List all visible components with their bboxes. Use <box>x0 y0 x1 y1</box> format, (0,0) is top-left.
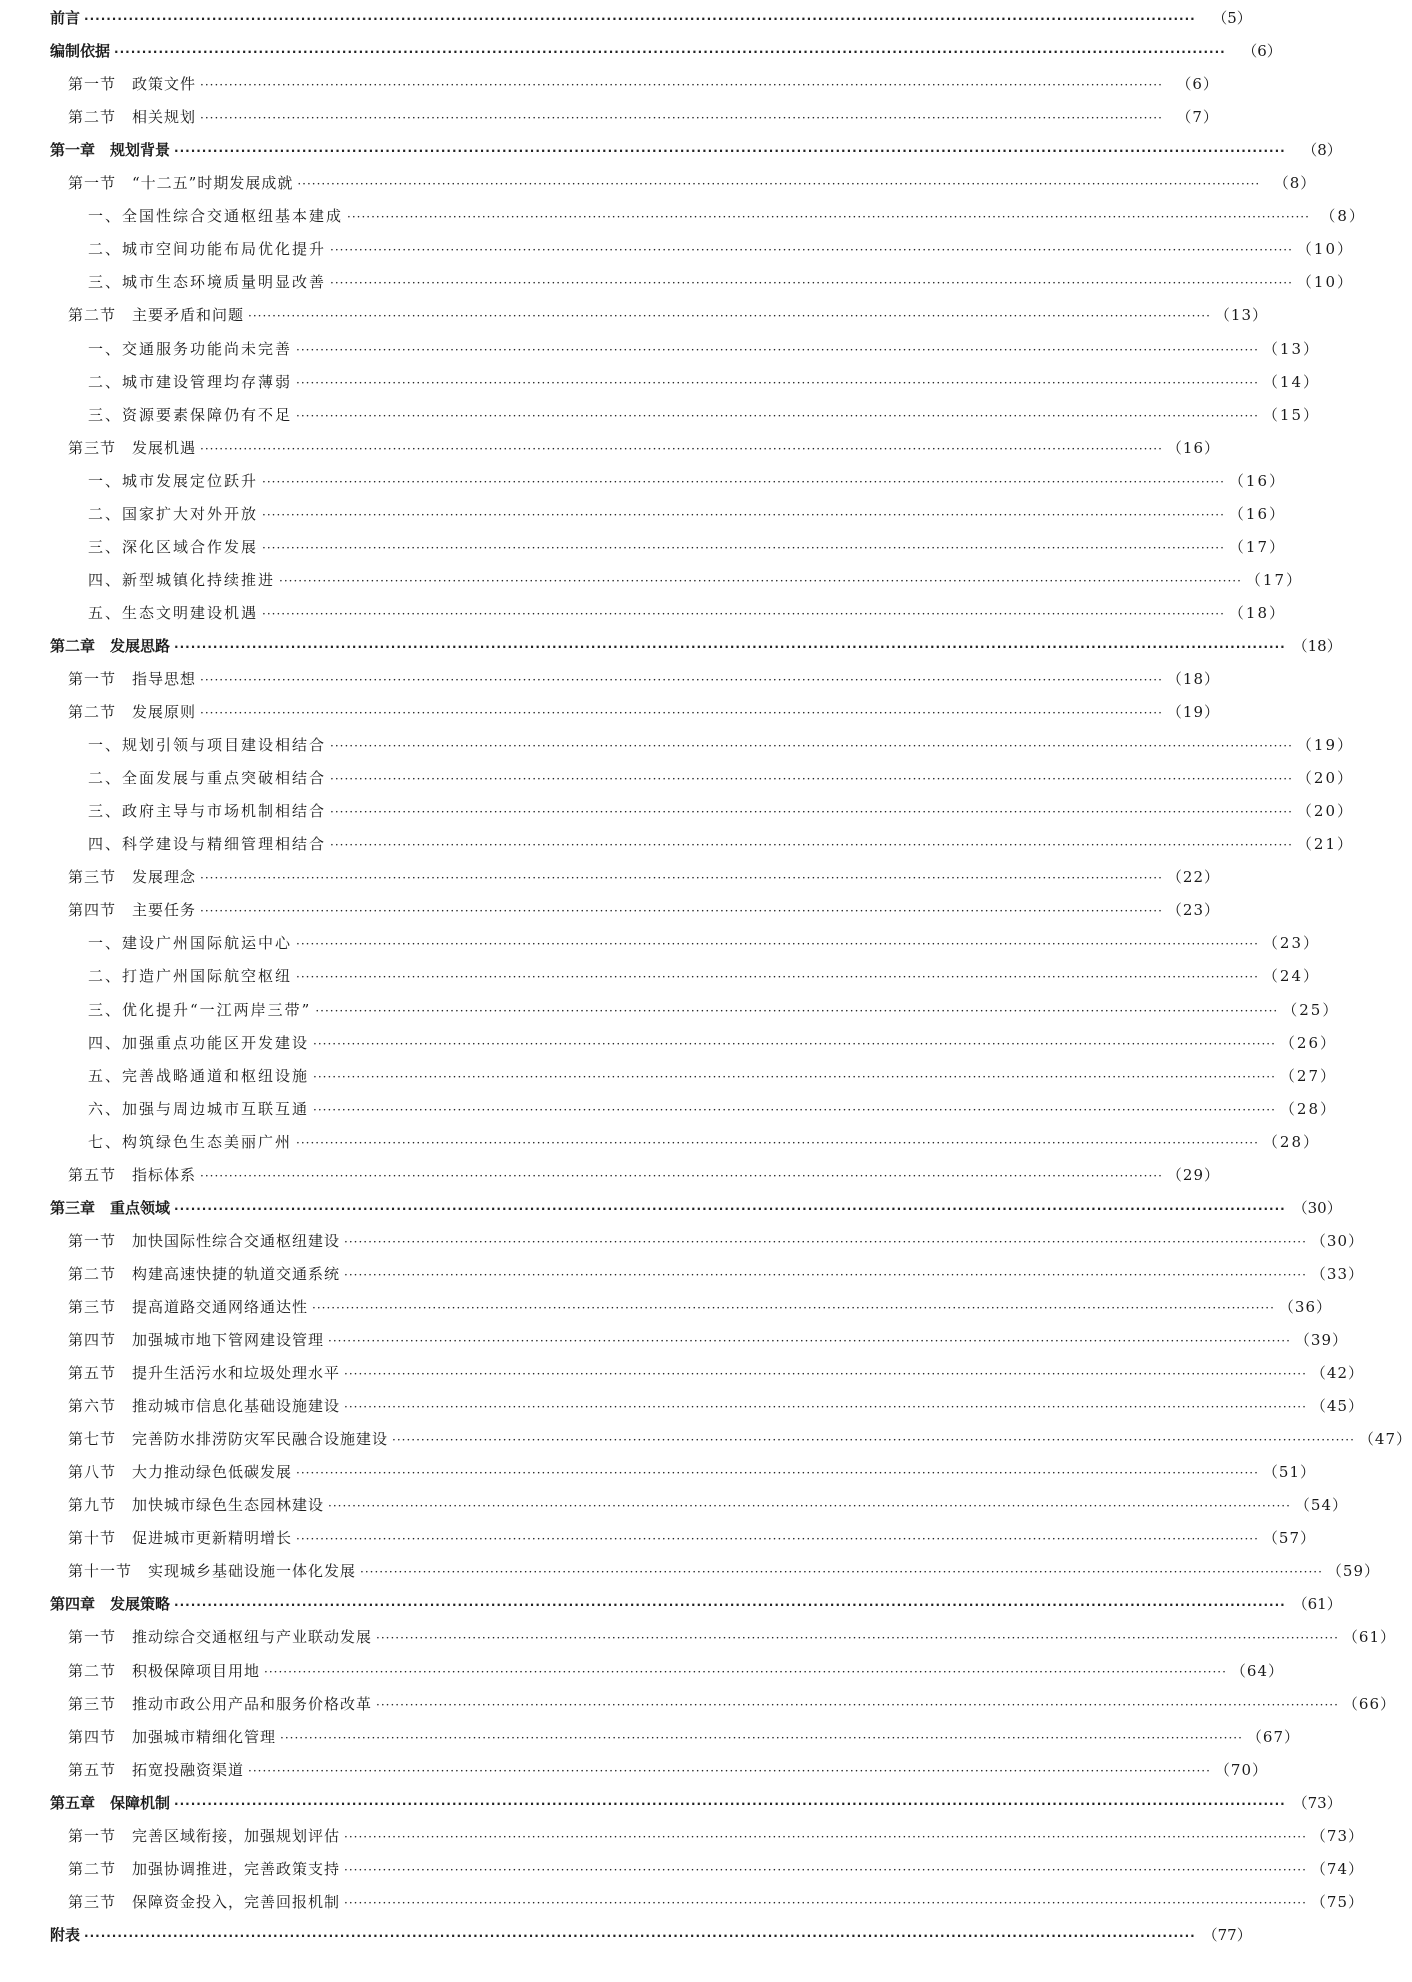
toc-entry-title: 第三节 推动市政公用产品和服务价格改革 <box>68 1694 373 1713</box>
toc-leader-dots: ········································································································································································································ <box>344 1400 1307 1415</box>
toc-page-number: （30） <box>1310 1231 1364 1250</box>
toc-entry-title: 第三章 重点领域 <box>50 1198 171 1217</box>
toc-page-number: （17） <box>1228 537 1286 556</box>
toc-leader-dots: ········································································································································································································ <box>330 805 1293 820</box>
toc-subsection-row[interactable] <box>88 272 1354 292</box>
toc-section-row[interactable] <box>68 1727 1300 1747</box>
toc-subsection-row[interactable] <box>88 372 1320 392</box>
toc-subsection-row[interactable] <box>88 1000 1340 1020</box>
toc-page-number: （7） <box>1176 108 1219 127</box>
toc-page-number: （27） <box>1279 1066 1337 1085</box>
toc-page-number: （10） <box>1296 273 1354 292</box>
toc-subsection-row[interactable] <box>88 768 1354 788</box>
toc-leader-dots: ········································································································································································································ <box>174 144 1286 159</box>
toc-section-row[interactable] <box>68 1561 1380 1581</box>
toc-section-row[interactable] <box>68 1429 1412 1449</box>
toc-section-row[interactable] <box>68 107 1219 127</box>
toc-entry-title: 附表 <box>50 1925 81 1944</box>
toc-page-number: （23） <box>1262 934 1320 953</box>
toc-entry-title: 三、资源要素保障仍有不足 <box>88 405 293 424</box>
toc-entry-title: 第五节 拓宽投融资渠道 <box>68 1760 245 1779</box>
toc-leader-dots: ········································································································································································································ <box>200 673 1163 687</box>
toc-section-row[interactable] <box>68 173 1317 193</box>
toc-page-number: （10） <box>1296 240 1354 259</box>
toc-entry-title: 三、优化提升“一江两岸三带” <box>88 1000 312 1019</box>
toc-chapter-row[interactable] <box>50 140 1342 160</box>
toc-leader-dots: ········································································································································································································ <box>344 1862 1307 1877</box>
toc-leader-dots: ········································································································································································································ <box>312 1300 1275 1315</box>
toc-page-number: （36） <box>1278 1297 1332 1316</box>
toc-leader-dots: ········································································································································································································ <box>328 1334 1291 1348</box>
toc-section-row[interactable] <box>68 1495 1348 1515</box>
toc-page-number: （20） <box>1296 769 1354 788</box>
toc-page-number: （28） <box>1279 1099 1337 1118</box>
toc-entry-title: 第四节 主要任务 <box>68 901 197 920</box>
toc-subsection-row[interactable] <box>88 239 1354 259</box>
toc-section-row[interactable] <box>68 1892 1364 1912</box>
toc-page-number: （14） <box>1262 372 1320 391</box>
toc-entry-title: 六、加强与周边城市互联互通 <box>88 1099 310 1118</box>
toc-leader-dots: ········································································································································································································ <box>200 706 1163 720</box>
toc-page-number: （5） <box>1212 9 1252 27</box>
toc-leader-dots: ········································································································································································································ <box>248 1763 1211 1778</box>
toc-page-number: （23） <box>1166 901 1220 920</box>
toc-page-number: （8） <box>1320 207 1366 226</box>
toc-page-number: （18） <box>1166 670 1220 688</box>
toc-entry-title: 前言 <box>50 9 81 27</box>
toc-subsection-row[interactable] <box>88 834 1354 854</box>
toc-subsection-row[interactable] <box>88 471 1286 491</box>
toc-page-number: （25） <box>1282 1000 1340 1019</box>
toc-page-number: （39） <box>1294 1331 1348 1349</box>
toc-leader-dots: ········································································································································································································ <box>328 1499 1291 1514</box>
toc-chapter-row[interactable] <box>50 636 1342 656</box>
toc-entry-title: 三、政府主导与市场机制相结合 <box>88 802 327 821</box>
toc-entry-title: 编制依据 <box>50 42 111 60</box>
toc-entry-title: 五、完善战略通道和枢纽设施 <box>88 1066 310 1085</box>
toc-entry-title: 第四章 发展策略 <box>50 1595 171 1614</box>
toc-section-row[interactable] <box>68 1297 1332 1317</box>
toc-leader-dots: ········································································································································································································ <box>280 1730 1243 1745</box>
toc-page-number: （73） <box>1310 1826 1364 1845</box>
toc-page-number: （13） <box>1262 339 1320 358</box>
toc-entry-title: 第三节 发展机遇 <box>68 438 197 457</box>
toc-page-number: （26） <box>1279 1033 1337 1052</box>
toc-entry-title: 第三节 保障资金投入，完善回报机制 <box>68 1892 341 1911</box>
toc-leader-dots: ········································································································································································································ <box>344 1367 1307 1381</box>
toc-leader-dots: ········································································································································································································ <box>200 1168 1163 1183</box>
toc-subsection-row[interactable] <box>88 206 1366 226</box>
toc-section-row[interactable] <box>68 1760 1268 1780</box>
toc-section-row[interactable] <box>68 669 1220 689</box>
toc-entry-title: 第二节 发展原则 <box>68 703 197 721</box>
toc-entry-title: 第三节 提高道路交通网络通达性 <box>68 1297 309 1316</box>
toc-page-number: （54） <box>1294 1496 1348 1515</box>
toc-page-number: （51） <box>1262 1463 1316 1482</box>
toc-entry-title: 第九节 加快城市绿色生态园林建设 <box>68 1496 325 1515</box>
toc-entry-title: 第五章 保障机制 <box>50 1793 171 1812</box>
toc-leader-dots: ········································································································································································································ <box>313 1036 1276 1051</box>
toc-page-number: （6） <box>1242 42 1282 60</box>
toc-page-number: （45） <box>1310 1397 1364 1416</box>
toc-page-number: （42） <box>1310 1364 1364 1382</box>
toc-chapter-row[interactable] <box>50 1793 1342 1813</box>
toc-subsection-row[interactable] <box>88 405 1320 425</box>
toc-page-number: （67） <box>1246 1727 1300 1746</box>
toc-section-row[interactable] <box>68 1363 1364 1383</box>
toc-leader-dots: ········································································································································································································ <box>279 573 1242 588</box>
toc-leader-dots: ········································································································································································································ <box>200 871 1163 886</box>
toc-leader-dots: ········································································································································································································ <box>174 1201 1286 1216</box>
toc-chapter-row[interactable] <box>50 1925 1252 1945</box>
toc-entry-title: 第六节 推动城市信息化基础设施建设 <box>68 1397 341 1416</box>
toc-entry-title: 二、城市空间功能布局优化提升 <box>88 240 327 259</box>
toc-page-number: （73） <box>1292 1793 1342 1812</box>
toc-leader-dots: ········································································································································································································ <box>200 78 1163 93</box>
toc-page-number: （16） <box>1228 471 1286 490</box>
toc-subsection-row[interactable] <box>88 933 1320 953</box>
toc-entry-title: 一、规划引领与项目建设相结合 <box>88 736 327 755</box>
toc-section-row[interactable] <box>68 1165 1220 1185</box>
toc-leader-dots: ········································································································································································································ <box>296 937 1259 952</box>
toc-leader-dots: ········································································································································································································ <box>84 1928 1196 1943</box>
toc-section-row[interactable] <box>68 305 1268 325</box>
toc-leader-dots: ········································································································································································································ <box>114 45 1226 59</box>
toc-entry-title: 第二节 积极保障项目用地 <box>68 1661 261 1680</box>
toc-leader-dots: ········································································································································································································ <box>296 1466 1259 1481</box>
toc-page-number: （22） <box>1166 868 1220 887</box>
toc-page-number: （21） <box>1296 835 1354 854</box>
toc-page-number: （19） <box>1166 703 1220 721</box>
toc-section-row[interactable] <box>68 1694 1396 1714</box>
toc-page-number: （74） <box>1310 1859 1364 1878</box>
toc-page-number: （8） <box>1273 174 1317 193</box>
toc-section-row[interactable] <box>68 1330 1348 1350</box>
toc-section-row[interactable] <box>68 1826 1364 1846</box>
toc-entry-title: 二、城市建设管理均存薄弱 <box>88 372 293 391</box>
toc-subsection-row[interactable] <box>88 1033 1337 1053</box>
toc-entry-title: 一、交通服务功能尚未完善 <box>88 339 293 358</box>
toc-chapter-row[interactable] <box>50 1198 1342 1218</box>
toc-page-number: （15） <box>1262 405 1320 424</box>
toc-leader-dots: ········································································································································································································ <box>200 904 1163 919</box>
toc-subsection-row[interactable] <box>88 603 1286 623</box>
toc-page-number: （6） <box>1176 75 1219 94</box>
toc-leader-dots: ········································································································································································································ <box>376 1697 1339 1712</box>
toc-entry-title: 三、深化区域合作发展 <box>88 537 259 556</box>
toc-subsection-row[interactable] <box>88 1099 1337 1119</box>
toc-chapter-row[interactable] <box>50 41 1282 61</box>
toc-section-row[interactable] <box>68 1528 1316 1548</box>
toc-page-number: （61） <box>1342 1628 1396 1647</box>
toc-page-number: （59） <box>1326 1562 1380 1581</box>
toc-chapter-row[interactable] <box>50 1594 1342 1614</box>
toc-page-number: （61） <box>1292 1595 1342 1614</box>
toc-section-row[interactable] <box>68 1231 1364 1251</box>
toc-page-number: （33） <box>1310 1264 1364 1283</box>
toc-page-number: （18） <box>1292 636 1342 655</box>
toc-entry-title: 第二节 相关规划 <box>68 108 197 127</box>
toc-page-number: （8） <box>1302 141 1342 160</box>
toc-subsection-row[interactable] <box>88 537 1286 557</box>
toc-section-row[interactable] <box>68 1462 1316 1482</box>
toc-leader-dots: ········································································································································································································ <box>330 243 1293 258</box>
toc-leader-dots: ········································································································································································································ <box>344 1234 1307 1249</box>
toc-page-number: （20） <box>1296 802 1354 821</box>
toc-leader-dots: ········································································································································································································ <box>84 12 1196 26</box>
toc-leader-dots: ········································································································································································································ <box>313 1102 1276 1117</box>
toc-page-number: （66） <box>1342 1694 1396 1713</box>
toc-page-number: （30） <box>1292 1198 1342 1217</box>
toc-page-number: （75） <box>1310 1892 1364 1911</box>
toc-leader-dots: ········································································································································································································ <box>262 540 1225 555</box>
toc-leader-dots: ········································································································································································································ <box>296 342 1259 357</box>
toc-entry-title: 一、建设广州国际航运中心 <box>88 934 293 953</box>
toc-page-number: （24） <box>1262 967 1320 986</box>
toc-leader-dots: ········································································································································································································ <box>296 375 1259 390</box>
toc-entry-title: 二、打造广州国际航空枢纽 <box>88 967 293 986</box>
toc-leader-dots: ········································································································································································································ <box>330 739 1293 754</box>
toc-entry-title: 二、全面发展与重点突破相结合 <box>88 769 327 788</box>
toc-entry-title: 第一章 规划背景 <box>50 141 171 160</box>
toc-leader-dots: ········································································································································································································ <box>264 1664 1227 1679</box>
toc-page-number: （16） <box>1228 504 1286 523</box>
toc-section-row[interactable] <box>68 1264 1364 1284</box>
toc-leader-dots: ········································································································································································································ <box>262 507 1225 522</box>
toc-leader-dots: ········································································································································································································ <box>330 838 1293 853</box>
toc-page-number: （29） <box>1166 1165 1220 1184</box>
toc-leader-dots: ········································································································································································································ <box>344 1895 1307 1910</box>
toc-subsection-row[interactable] <box>88 1066 1337 1086</box>
toc-section-row[interactable] <box>68 1661 1284 1681</box>
toc-subsection-row[interactable] <box>88 1132 1320 1152</box>
toc-subsection-row[interactable] <box>88 801 1354 821</box>
toc-page-number: （28） <box>1262 1132 1320 1151</box>
toc-subsection-row[interactable] <box>88 570 1303 590</box>
toc-entry-title: 第十节 促进城市更新精明增长 <box>68 1529 293 1548</box>
toc-entry-title: 第一节 “十二五”时期发展成就 <box>68 174 294 193</box>
toc-subsection-row[interactable] <box>88 504 1286 524</box>
toc-entry-title: 第十一节 实现城乡基础设施一体化发展 <box>68 1562 357 1581</box>
toc-leader-dots: ········································································································································································································ <box>297 177 1261 192</box>
toc-subsection-row[interactable] <box>88 735 1354 755</box>
toc-leader-dots: ········································································································································································································ <box>344 1267 1307 1282</box>
toc-leader-dots: ········································································································································································································ <box>262 474 1225 489</box>
toc-page-number: （47） <box>1358 1430 1412 1449</box>
toc-section-row[interactable] <box>68 867 1220 887</box>
toc-entry-title: 第五节 指标体系 <box>68 1165 197 1184</box>
toc-entry-title: 第二节 加强协调推进，完善政策支持 <box>68 1859 341 1878</box>
toc-subsection-row[interactable] <box>88 966 1320 986</box>
toc-leader-dots: ········································································································································································································ <box>347 210 1310 225</box>
toc-leader-dots: ········································································································································································································ <box>174 1598 1286 1613</box>
toc-page-number: （77） <box>1202 1925 1252 1944</box>
toc-entry-title: 第七节 完善防水排涝防灾军民融合设施建设 <box>68 1430 389 1449</box>
toc-entry-title: 三、城市生态环境质量明显改善 <box>88 273 327 292</box>
toc-leader-dots: ········································································································································································································ <box>296 1135 1259 1150</box>
toc-leader-dots: ········································································································································································································ <box>296 408 1259 423</box>
toc-entry-title: 五、生态文明建设机遇 <box>88 603 259 622</box>
toc-leader-dots: ········································································································································································································ <box>174 639 1286 654</box>
toc-entry-title: 第五节 提升生活污水和垃圾处理水平 <box>68 1364 341 1382</box>
toc-entry-title: 第一节 政策文件 <box>68 75 197 94</box>
toc-page-number: （70） <box>1214 1760 1268 1779</box>
toc-entry-title: 七、构筑绿色生态美丽广州 <box>88 1132 293 1151</box>
toc-leader-dots: ········································································································································································································ <box>315 1003 1279 1018</box>
toc-entry-title: 四、科学建设与精细管理相结合 <box>88 835 327 854</box>
toc-entry-title: 第一节 指导思想 <box>68 670 197 688</box>
toc-leader-dots: ········································································································································································································ <box>392 1433 1355 1448</box>
toc-leader-dots: ········································································································································································································ <box>200 111 1163 126</box>
toc-leader-dots: ········································································································································································································ <box>248 309 1211 324</box>
toc-leader-dots: ········································································································································································································ <box>313 1069 1276 1084</box>
toc-page-number: （17） <box>1245 570 1303 589</box>
toc-section-row[interactable] <box>68 1627 1396 1647</box>
toc-section-row[interactable] <box>68 1396 1364 1416</box>
toc-page-number: （13） <box>1214 306 1268 325</box>
toc-leader-dots: ········································································································································································································ <box>330 276 1293 291</box>
toc-entry-title: 第一节 加快国际性综合交通枢纽建设 <box>68 1231 341 1250</box>
toc-leader-dots: ········································································································································································································ <box>360 1565 1323 1580</box>
toc-section-row[interactable] <box>68 702 1220 722</box>
toc-entry-title: 第八节 大力推动绿色低碳发展 <box>68 1463 293 1482</box>
toc-subsection-row[interactable] <box>88 339 1320 359</box>
toc-entry-title: 二、国家扩大对外开放 <box>88 504 259 523</box>
toc-section-row[interactable] <box>68 900 1220 920</box>
toc-section-row[interactable] <box>68 74 1219 94</box>
toc-leader-dots: ········································································································································································································ <box>376 1631 1339 1646</box>
toc-chapter-row[interactable] <box>50 8 1252 28</box>
toc-entry-title: 一、城市发展定位跃升 <box>88 471 259 490</box>
toc-leader-dots: ········································································································································································································ <box>296 970 1259 985</box>
toc-page-number: （16） <box>1166 438 1220 457</box>
toc-leader-dots: ········································································································································································································ <box>344 1829 1307 1844</box>
toc-page-number: （18） <box>1228 603 1286 622</box>
toc-entry-title: 一、全国性综合交通枢纽基本建成 <box>88 207 344 226</box>
toc-entry-title: 第二章 发展思路 <box>50 636 171 655</box>
toc-entry-title: 四、新型城镇化持续推进 <box>88 570 276 589</box>
toc-page-number: （19） <box>1296 736 1354 755</box>
toc-entry-title: 第四节 加强城市精细化管理 <box>68 1727 277 1746</box>
toc-entry-title: 四、加强重点功能区开发建设 <box>88 1033 310 1052</box>
toc-leader-dots: ········································································································································································································ <box>174 1796 1286 1811</box>
toc-leader-dots: ········································································································································································································ <box>200 441 1163 456</box>
toc-entry-title: 第一节 推动综合交通枢纽与产业联动发展 <box>68 1628 373 1647</box>
toc-entry-title: 第二节 主要矛盾和问题 <box>68 306 245 325</box>
toc-entry-title: 第二节 构建高速快捷的轨道交通系统 <box>68 1264 341 1283</box>
toc-page-number: （64） <box>1230 1661 1284 1680</box>
toc-page-number: （57） <box>1262 1529 1316 1548</box>
toc-leader-dots: ········································································································································································································ <box>262 606 1225 621</box>
toc-leader-dots: ········································································································································································································ <box>296 1532 1259 1547</box>
toc-entry-title: 第三节 发展理念 <box>68 868 197 887</box>
toc-entry-title: 第一节 完善区域衔接，加强规划评估 <box>68 1826 341 1845</box>
toc-section-row[interactable] <box>68 1859 1364 1879</box>
toc-leader-dots: ········································································································································································································ <box>330 772 1293 787</box>
toc-entry-title: 第四节 加强城市地下管网建设管理 <box>68 1331 325 1349</box>
toc-section-row[interactable] <box>68 438 1220 458</box>
